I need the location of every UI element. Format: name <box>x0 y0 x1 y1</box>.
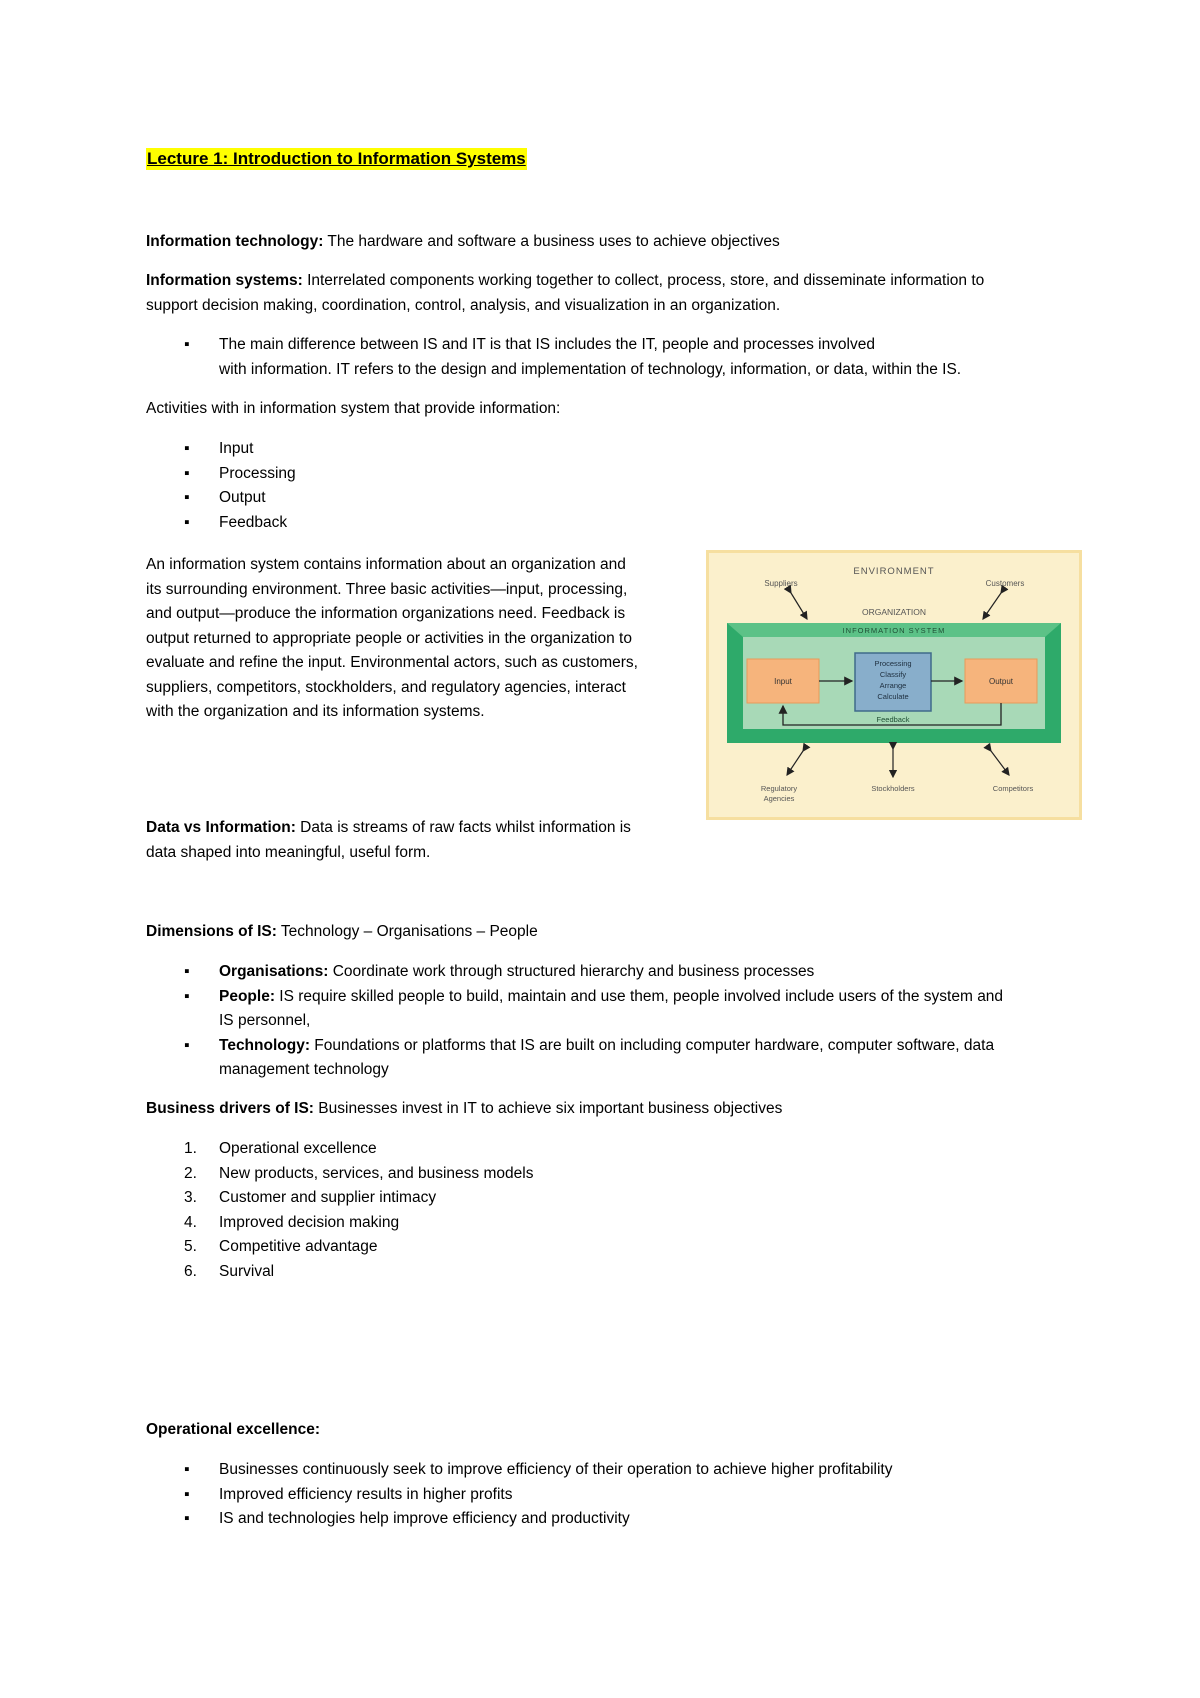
env-line: and output—produce the information organizations need. Feedback is <box>146 605 626 622</box>
is-term: Information systems: <box>146 272 303 289</box>
driver-text: Competitive advantage <box>219 1238 378 1255</box>
page-title: Lecture 1: Introduction to Information Systems <box>147 149 526 168</box>
it-definition <box>146 230 1066 255</box>
data-vs-info-line2: data shaped into meaningful, useful form. <box>146 843 431 861</box>
list-item <box>146 333 1066 382</box>
dimension-term: Technology: <box>219 1036 310 1054</box>
operational-text: IS and technologies help improve efficiency and productivity <box>219 1510 630 1527</box>
list-item <box>146 1137 1066 1162</box>
is-text-line1: Interrelated components working together to collect, process, store, and disseminate information to <box>302 272 985 289</box>
list-item <box>146 1260 1066 1285</box>
list-item <box>146 960 1066 985</box>
difference-line2: with information. IT refers to the design and implementation of technology, information, or data, within the IS. <box>219 360 962 378</box>
drivers-text: Businesses invest in IT to achieve six important business objectives <box>313 1100 783 1117</box>
bullet-icon: ▪ <box>184 464 190 482</box>
list-number: 2. <box>184 1164 197 1182</box>
difference-list <box>146 333 1066 382</box>
stockholders-label: Stockholders <box>871 784 915 793</box>
arrange-label: Arrange <box>879 681 907 690</box>
bullet-icon: ▪ <box>184 1461 190 1478</box>
organization-label: ORGANIZATION <box>861 607 927 617</box>
output-label: Output <box>988 677 1014 686</box>
drivers-term: Business drivers of IS: <box>146 1100 314 1117</box>
data-vs-information <box>146 816 706 865</box>
list-item <box>146 486 1066 511</box>
drivers-list <box>146 1137 1066 1284</box>
env-line: with the organization and its information systems. <box>146 703 485 720</box>
input-label: Input <box>774 677 792 686</box>
list-number: 4. <box>184 1213 197 1231</box>
bullet-icon: ▪ <box>184 1036 190 1054</box>
operational-list <box>146 1458 1066 1532</box>
list-number: 5. <box>184 1238 197 1255</box>
regulatory-arrow <box>787 751 803 775</box>
list-item <box>146 1507 1066 1532</box>
env-line: evaluate and refine the input. Environmental actors, such as customers, <box>146 654 638 671</box>
dimension-term: Organisations: <box>219 963 329 980</box>
list-item <box>146 1186 1066 1211</box>
data-vs-info-term: Data vs Information: <box>146 819 296 836</box>
bullet-icon: ▪ <box>184 1485 190 1503</box>
data-vs-info-line1: Data is streams of raw facts whilst information is <box>295 819 631 836</box>
dimensions-heading <box>146 920 1066 945</box>
information-system-diagram <box>706 550 1082 820</box>
activity-processing: Processing <box>219 464 296 482</box>
competitors-label: Competitors <box>992 784 1034 793</box>
operational-text: Businesses continuously seek to improve efficiency of their operation to achieve higher profitability <box>219 1461 893 1478</box>
activities-heading: Activities with in information system that provide information: <box>146 400 561 417</box>
customers-arrow <box>983 593 1001 619</box>
it-term: Information technology: <box>146 233 324 250</box>
competitors-arrow <box>991 751 1009 775</box>
dimension-text: Coordinate work through structured hierarchy and business processes <box>328 963 815 980</box>
environment-label: ENVIRONMENT <box>853 566 935 577</box>
list-number: 6. <box>184 1262 197 1280</box>
difference-line1: The main difference between IS and IT is that IS includes the IT, people and processes involved <box>219 336 875 353</box>
agencies-label: Agencies <box>763 794 795 803</box>
processing-label: Processing <box>874 659 912 668</box>
it-text: The hardware and software a business uses to achieve objectives <box>323 233 780 250</box>
bullet-icon: ▪ <box>184 336 190 353</box>
dimension-text-line2: management technology <box>219 1061 389 1078</box>
list-item <box>146 1458 1066 1483</box>
dimensions-list <box>146 960 1066 1083</box>
list-item <box>146 462 1066 487</box>
is-definition <box>146 269 1066 318</box>
is-text-line2: support decision making, coordination, control, analysis, and visualization in an organization. <box>146 296 781 314</box>
list-item <box>146 1235 1066 1260</box>
driver-text: Improved decision making <box>219 1213 400 1231</box>
feedback-label: Feedback <box>876 715 910 724</box>
list-number: 1. <box>184 1140 197 1157</box>
env-line: An information system contains information about an organization and <box>146 556 626 573</box>
driver-text: New products, services, and business models <box>219 1164 534 1182</box>
list-item <box>146 985 1066 1034</box>
regulatory-label: Regulatory <box>760 784 798 793</box>
activity-input: Input <box>219 440 254 457</box>
operational-text: Improved efficiency results in higher profits <box>219 1485 513 1503</box>
list-number: 3. <box>184 1189 197 1206</box>
list-item <box>146 511 1066 536</box>
list-item <box>146 1483 1066 1508</box>
env-line: output returned to appropriate people or activities in the organization to <box>146 629 632 647</box>
suppliers-arrow <box>791 593 807 619</box>
suppliers-label: Suppliers <box>764 579 798 588</box>
list-item <box>146 1162 1066 1187</box>
classify-label: Classify <box>879 670 907 679</box>
information-system-label: INFORMATION SYSTEM <box>842 626 946 635</box>
bullet-icon: ▪ <box>184 987 190 1005</box>
dimensions-term: Dimensions of IS: <box>146 923 277 940</box>
env-line: suppliers, competitors, stockholders, and regulatory agencies, interact <box>146 678 626 696</box>
env-line: its surrounding environment. Three basic activities—input, processing, <box>146 580 628 598</box>
dimension-text-line2: IS personnel, <box>219 1012 311 1029</box>
customers-label: Customers <box>985 579 1025 588</box>
operational-excellence-heading: Operational excellence: <box>146 1421 321 1438</box>
driver-text: Operational excellence <box>219 1140 377 1157</box>
dimension-text: IS require skilled people to build, maintain and use them, people involved include users of the system and <box>274 987 1004 1005</box>
bullet-icon: ▪ <box>184 1510 190 1527</box>
driver-text: Customer and supplier intimacy <box>219 1189 437 1206</box>
bullet-icon: ▪ <box>184 513 190 531</box>
list-item <box>146 437 1066 462</box>
environment-paragraph <box>146 553 706 725</box>
activity-output: Output <box>219 489 266 506</box>
dimensions-text: Technology – Organisations – People <box>276 923 538 940</box>
activity-feedback: Feedback <box>219 513 288 531</box>
diagram-svg <box>709 553 1079 817</box>
dimension-term: People: <box>219 987 275 1005</box>
activities-list <box>146 437 1066 535</box>
bullet-icon: ▪ <box>184 963 190 980</box>
dimension-text: Foundations or platforms that IS are built on including computer hardware, computer software, data <box>310 1036 995 1054</box>
bullet-icon: ▪ <box>184 489 190 506</box>
calculate-label: Calculate <box>877 692 909 701</box>
driver-text: Survival <box>219 1262 275 1280</box>
business-drivers-heading <box>146 1097 1066 1122</box>
list-item <box>146 1211 1066 1236</box>
bullet-icon: ▪ <box>184 440 190 457</box>
list-item <box>146 1034 1066 1083</box>
